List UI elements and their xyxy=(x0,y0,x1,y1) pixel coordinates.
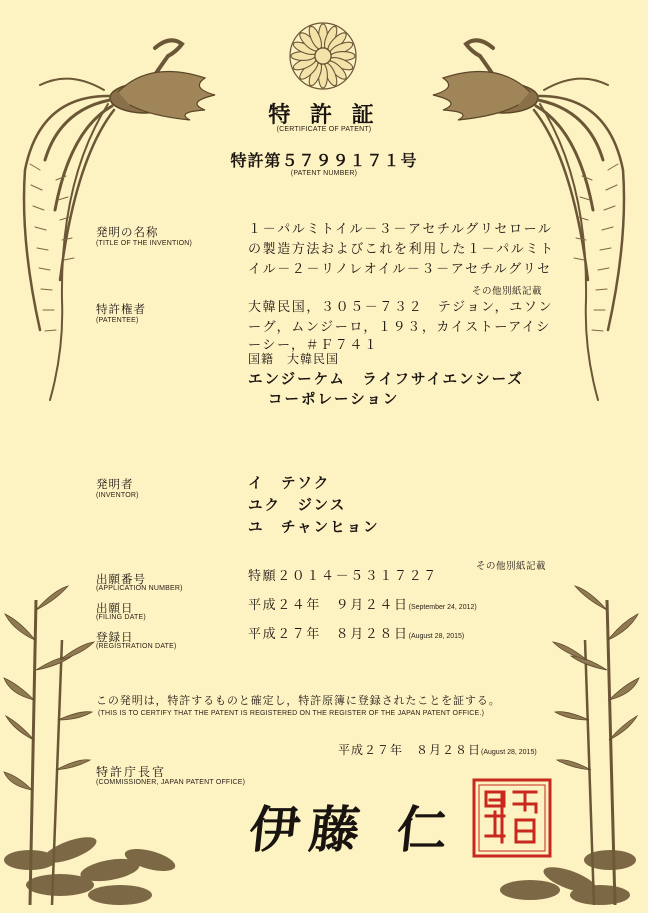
inventor-name-2: ユク ジンス xyxy=(248,497,347,514)
patentee-label-en: (PATENTEE) xyxy=(96,317,139,324)
registration-date-en: (August 28, 2015) xyxy=(408,633,465,640)
certification-date-jp: 平成２７年 ８月２８日 xyxy=(338,743,482,757)
invention-label: 発明の名称 xyxy=(96,225,159,239)
application-label-en: (APPLICATION NUMBER) xyxy=(96,585,183,592)
filing-label: 出願日 xyxy=(96,601,134,615)
registration-date-jp: 平成２７年 ８月２８日 xyxy=(248,627,409,642)
commissioner-label: 特許庁長官 xyxy=(96,765,167,779)
patentee-address-3: ーシー，＃Ｆ７４１ xyxy=(248,338,379,353)
left-phoenix-ornament xyxy=(24,40,215,400)
certificate-title-en: (CERTIFICATE OF PATENT) xyxy=(276,126,372,133)
certification-date-en: (August 28, 2015) xyxy=(481,749,537,756)
patentee-address-2: ーグ，ムンジーロ，１９３，カイストーアイシ xyxy=(248,320,551,335)
invention-line-1: １－パルミトイル－３－アセチルグリセロール xyxy=(248,222,553,237)
registration-date xyxy=(248,625,464,647)
inventor-name-3: ユ チャンヒョン xyxy=(248,519,380,536)
certification-date xyxy=(338,741,537,758)
invention-label-en: (TITLE OF THE INVENTION) xyxy=(96,240,193,247)
filing-label-en: (FILING DATE) xyxy=(96,614,146,621)
certificate-title: 特 許 証 xyxy=(268,102,380,128)
filing-date-en: (September 24, 2012) xyxy=(408,604,477,611)
certification-text: この発明は，特許するものと確定し，特許原簿に登録されたことを証する。 xyxy=(96,694,501,707)
filing-date xyxy=(248,596,477,618)
patentee-name-2: コーポレーション xyxy=(268,391,400,408)
registration-label: 登録日 xyxy=(96,630,134,644)
application-number: 特願２０１４－５３１７２７ xyxy=(248,569,438,584)
inventor-label-en: (INVENTOR) xyxy=(96,492,139,499)
filing-date-jp: 平成２４年 ９月２４日 xyxy=(248,598,409,613)
inventor-label: 発明者 xyxy=(96,477,134,491)
application-label: 出願番号 xyxy=(96,572,146,586)
commissioner-label-en: (COMMISSIONER, JAPAN PATENT OFFICE) xyxy=(96,779,246,786)
patentee-address-1: 大韓民国，３０５－７３２ テジョン，ユソン xyxy=(248,300,554,315)
invention-line-3: イル－２－リノレオイル－３－アセチルグリセ xyxy=(248,262,552,277)
patentee-nationality: 国籍 大韓民国 xyxy=(248,352,340,366)
commissioner-signature: 伊藤 仁 xyxy=(246,800,461,859)
patent-number: 特許第５７９９１７１号 xyxy=(230,151,418,170)
invention-note: その他別紙記載 xyxy=(472,286,543,297)
patentee-name-1: エンジーケム ライフサイエンシーズ xyxy=(248,371,524,388)
registration-label-en: (REGISTRATION DATE) xyxy=(96,643,177,650)
left-bamboo-ornament xyxy=(4,586,177,905)
invention-line-2: の製造方法およびこれを利用した１－パルミト xyxy=(248,242,555,257)
inventor-name-1: イ テソク xyxy=(248,475,331,492)
patent-number-en: (PATENT NUMBER) xyxy=(290,170,358,177)
patentee-label: 特許権者 xyxy=(96,302,146,316)
chrysanthemum-crest-icon xyxy=(290,23,356,89)
certification-text-en: (THIS IS TO CERTIFY THAT THE PATENT IS REGISTERED ON THE REGISTER OF THE JAPAN PATENT OFFICE.) xyxy=(98,710,485,717)
official-seal-stamp xyxy=(474,780,550,856)
inventor-note: その他別紙記載 xyxy=(476,561,547,572)
